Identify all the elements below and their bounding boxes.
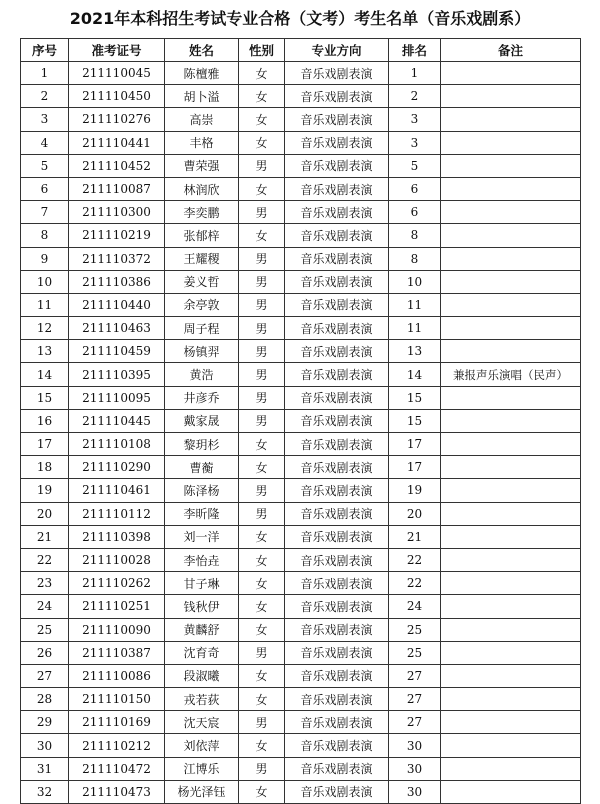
major-cell: 音乐戏剧表演 — [285, 270, 389, 293]
remarks-cell — [441, 108, 581, 131]
exam-id-cell: 211110473 — [69, 780, 165, 803]
index-cell: 12 — [21, 317, 69, 340]
table-row — [21, 62, 581, 85]
table-row — [21, 177, 581, 200]
rank-cell: 27 — [389, 711, 441, 734]
rank-cell: 20 — [389, 502, 441, 525]
gender-cell: 女 — [239, 548, 285, 571]
gender-cell: 男 — [239, 409, 285, 432]
remarks-cell — [441, 62, 581, 85]
remarks-cell — [441, 247, 581, 270]
major-cell: 音乐戏剧表演 — [285, 479, 389, 502]
rank-cell: 15 — [389, 409, 441, 432]
major-cell: 音乐戏剧表演 — [285, 456, 389, 479]
rank-cell: 6 — [389, 201, 441, 224]
exam-id-cell: 211110086 — [69, 664, 165, 687]
gender-cell: 男 — [239, 386, 285, 409]
gender-cell: 女 — [239, 177, 285, 200]
gender-cell: 女 — [239, 595, 285, 618]
index-cell: 15 — [21, 386, 69, 409]
remarks-cell — [441, 548, 581, 571]
rank-cell: 13 — [389, 340, 441, 363]
rank-cell: 1 — [389, 62, 441, 85]
major-cell: 音乐戏剧表演 — [285, 548, 389, 571]
remarks-cell — [441, 177, 581, 200]
index-cell: 25 — [21, 618, 69, 641]
index-cell: 9 — [21, 247, 69, 270]
table-row — [21, 595, 581, 618]
gender-cell: 女 — [239, 131, 285, 154]
exam-id-cell: 211110440 — [69, 293, 165, 316]
gender-cell: 女 — [239, 734, 285, 757]
major-cell: 音乐戏剧表演 — [285, 572, 389, 595]
remarks-cell — [441, 479, 581, 502]
remarks-cell — [441, 201, 581, 224]
exam-id-cell: 211110441 — [69, 131, 165, 154]
exam-id-cell: 211110300 — [69, 201, 165, 224]
index-cell: 10 — [21, 270, 69, 293]
name-cell: 陈泽杨 — [165, 479, 239, 502]
table-row — [21, 293, 581, 316]
exam-id-cell: 211110461 — [69, 479, 165, 502]
name-cell: 黎玥杉 — [165, 433, 239, 456]
table-row — [21, 502, 581, 525]
header-name: 姓名 — [165, 39, 239, 62]
name-cell: 刘依萍 — [165, 734, 239, 757]
table-row — [21, 525, 581, 548]
index-cell: 18 — [21, 456, 69, 479]
remarks-cell — [441, 386, 581, 409]
exam-id-cell: 211110372 — [69, 247, 165, 270]
remarks-cell — [441, 641, 581, 664]
exam-id-cell: 211110108 — [69, 433, 165, 456]
table-row — [21, 340, 581, 363]
name-cell: 戴家晟 — [165, 409, 239, 432]
major-cell: 音乐戏剧表演 — [285, 386, 389, 409]
remarks-cell — [441, 154, 581, 177]
index-cell: 29 — [21, 711, 69, 734]
index-cell: 30 — [21, 734, 69, 757]
remarks-cell — [441, 688, 581, 711]
index-cell: 20 — [21, 502, 69, 525]
exam-id-cell: 211110452 — [69, 154, 165, 177]
gender-cell: 男 — [239, 317, 285, 340]
table-row — [21, 664, 581, 687]
rank-cell: 11 — [389, 293, 441, 316]
name-cell: 井彦乔 — [165, 386, 239, 409]
header-rank: 排名 — [389, 39, 441, 62]
major-cell: 音乐戏剧表演 — [285, 433, 389, 456]
exam-id-cell: 211110398 — [69, 525, 165, 548]
index-cell: 11 — [21, 293, 69, 316]
name-cell: 江博乐 — [165, 757, 239, 780]
header-remarks: 备注 — [441, 39, 581, 62]
name-cell: 戎若荻 — [165, 688, 239, 711]
table-row — [21, 201, 581, 224]
gender-cell: 女 — [239, 456, 285, 479]
remarks-cell: 兼报声乐演唱（民声） — [441, 363, 581, 386]
name-cell: 段淑曦 — [165, 664, 239, 687]
table-row — [21, 131, 581, 154]
major-cell: 音乐戏剧表演 — [285, 85, 389, 108]
remarks-cell — [441, 270, 581, 293]
index-cell: 16 — [21, 409, 69, 432]
rank-cell: 10 — [389, 270, 441, 293]
index-cell: 17 — [21, 433, 69, 456]
table-row — [21, 409, 581, 432]
gender-cell: 女 — [239, 433, 285, 456]
major-cell: 音乐戏剧表演 — [285, 757, 389, 780]
table-row — [21, 757, 581, 780]
gender-cell: 男 — [239, 757, 285, 780]
rank-cell: 2 — [389, 85, 441, 108]
header-gender: 性别 — [239, 39, 285, 62]
gender-cell: 女 — [239, 224, 285, 247]
index-cell: 5 — [21, 154, 69, 177]
remarks-cell — [441, 664, 581, 687]
exam-id-cell: 211110276 — [69, 108, 165, 131]
exam-id-cell: 211110395 — [69, 363, 165, 386]
major-cell: 音乐戏剧表演 — [285, 154, 389, 177]
exam-id-cell: 211110463 — [69, 317, 165, 340]
rank-cell: 19 — [389, 479, 441, 502]
remarks-cell — [441, 757, 581, 780]
gender-cell: 女 — [239, 688, 285, 711]
index-cell: 14 — [21, 363, 69, 386]
name-cell: 黄麟舒 — [165, 618, 239, 641]
remarks-cell — [441, 456, 581, 479]
rank-cell: 8 — [389, 247, 441, 270]
index-cell: 19 — [21, 479, 69, 502]
name-cell: 周子程 — [165, 317, 239, 340]
table-row — [21, 572, 581, 595]
index-cell: 22 — [21, 548, 69, 571]
gender-cell: 男 — [239, 201, 285, 224]
gender-cell: 女 — [239, 780, 285, 803]
table-row — [21, 711, 581, 734]
rank-cell: 22 — [389, 548, 441, 571]
index-cell: 31 — [21, 757, 69, 780]
table-row — [21, 270, 581, 293]
gender-cell: 男 — [239, 711, 285, 734]
index-cell: 4 — [21, 131, 69, 154]
remarks-cell — [441, 734, 581, 757]
remarks-cell — [441, 409, 581, 432]
table-row — [21, 548, 581, 571]
major-cell: 音乐戏剧表演 — [285, 177, 389, 200]
table-row — [21, 433, 581, 456]
index-cell: 6 — [21, 177, 69, 200]
rank-cell: 30 — [389, 734, 441, 757]
rank-cell: 24 — [389, 595, 441, 618]
rank-cell: 25 — [389, 641, 441, 664]
exam-id-cell: 211110112 — [69, 502, 165, 525]
exam-id-cell: 211110387 — [69, 641, 165, 664]
remarks-cell — [441, 224, 581, 247]
rank-cell: 27 — [389, 688, 441, 711]
table-row — [21, 688, 581, 711]
table-row — [21, 317, 581, 340]
major-cell: 音乐戏剧表演 — [285, 340, 389, 363]
gender-cell: 男 — [239, 363, 285, 386]
table-row — [21, 224, 581, 247]
remarks-cell — [441, 433, 581, 456]
gender-cell: 女 — [239, 618, 285, 641]
index-cell: 7 — [21, 201, 69, 224]
exam-id-cell: 211110045 — [69, 62, 165, 85]
major-cell: 音乐戏剧表演 — [285, 734, 389, 757]
major-cell: 音乐戏剧表演 — [285, 131, 389, 154]
major-cell: 音乐戏剧表演 — [285, 108, 389, 131]
name-cell: 王耀稷 — [165, 247, 239, 270]
major-cell: 音乐戏剧表演 — [285, 641, 389, 664]
major-cell: 音乐戏剧表演 — [285, 363, 389, 386]
name-cell: 黄浩 — [165, 363, 239, 386]
major-cell: 音乐戏剧表演 — [285, 502, 389, 525]
rank-cell: 14 — [389, 363, 441, 386]
table-row — [21, 85, 581, 108]
exam-id-cell: 211110212 — [69, 734, 165, 757]
major-cell: 音乐戏剧表演 — [285, 409, 389, 432]
name-cell: 余亭敦 — [165, 293, 239, 316]
remarks-cell — [441, 711, 581, 734]
rank-cell: 5 — [389, 154, 441, 177]
rank-cell: 25 — [389, 618, 441, 641]
rank-cell: 27 — [389, 664, 441, 687]
rank-cell: 17 — [389, 456, 441, 479]
exam-id-cell: 211110290 — [69, 456, 165, 479]
table-row — [21, 154, 581, 177]
table-row — [21, 641, 581, 664]
name-cell: 沈育奇 — [165, 641, 239, 664]
major-cell: 音乐戏剧表演 — [285, 293, 389, 316]
page-title: 2021年本科招生考试专业合格（文考）考生名单（音乐戏剧系） — [69, 9, 531, 28]
name-cell: 杨镇羿 — [165, 340, 239, 363]
index-cell: 3 — [21, 108, 69, 131]
table-row — [21, 363, 581, 386]
rank-cell: 3 — [389, 108, 441, 131]
gender-cell: 女 — [239, 525, 285, 548]
table-row — [21, 456, 581, 479]
header-exam-id: 准考证号 — [69, 39, 165, 62]
gender-cell: 女 — [239, 85, 285, 108]
table-row — [21, 386, 581, 409]
name-cell: 陈檀雅 — [165, 62, 239, 85]
exam-id-cell: 211110472 — [69, 757, 165, 780]
rank-cell: 30 — [389, 757, 441, 780]
index-cell: 21 — [21, 525, 69, 548]
remarks-cell — [441, 85, 581, 108]
gender-cell: 女 — [239, 664, 285, 687]
exam-id-cell: 211110095 — [69, 386, 165, 409]
rank-cell: 22 — [389, 572, 441, 595]
index-cell: 24 — [21, 595, 69, 618]
name-cell: 刘一洋 — [165, 525, 239, 548]
rank-cell: 21 — [389, 525, 441, 548]
header-index: 序号 — [21, 39, 69, 62]
table-row — [21, 479, 581, 502]
remarks-cell — [441, 618, 581, 641]
major-cell: 音乐戏剧表演 — [285, 664, 389, 687]
index-cell: 27 — [21, 664, 69, 687]
remarks-cell — [441, 317, 581, 340]
major-cell: 音乐戏剧表演 — [285, 525, 389, 548]
candidate-table — [20, 38, 581, 804]
rank-cell: 11 — [389, 317, 441, 340]
gender-cell: 男 — [239, 641, 285, 664]
name-cell: 李怡垚 — [165, 548, 239, 571]
gender-cell: 女 — [239, 108, 285, 131]
name-cell: 姜义哲 — [165, 270, 239, 293]
remarks-cell — [441, 572, 581, 595]
exam-id-cell: 211110028 — [69, 548, 165, 571]
major-cell: 音乐戏剧表演 — [285, 688, 389, 711]
table-row — [21, 618, 581, 641]
gender-cell: 男 — [239, 154, 285, 177]
table-row — [21, 247, 581, 270]
exam-id-cell: 211110251 — [69, 595, 165, 618]
table-row — [21, 108, 581, 131]
index-cell: 13 — [21, 340, 69, 363]
exam-id-cell: 211110262 — [69, 572, 165, 595]
name-cell: 李奕鹏 — [165, 201, 239, 224]
rank-cell: 17 — [389, 433, 441, 456]
name-cell: 钱秋伊 — [165, 595, 239, 618]
major-cell: 音乐戏剧表演 — [285, 595, 389, 618]
major-cell: 音乐戏剧表演 — [285, 224, 389, 247]
gender-cell: 女 — [239, 62, 285, 85]
gender-cell: 男 — [239, 340, 285, 363]
exam-id-cell: 211110150 — [69, 688, 165, 711]
exam-id-cell: 211110450 — [69, 85, 165, 108]
gender-cell: 男 — [239, 293, 285, 316]
exam-id-cell: 211110090 — [69, 618, 165, 641]
name-cell: 杨光泽钰 — [165, 780, 239, 803]
name-cell: 胡卜溢 — [165, 85, 239, 108]
major-cell: 音乐戏剧表演 — [285, 201, 389, 224]
exam-id-cell: 211110169 — [69, 711, 165, 734]
gender-cell: 女 — [239, 572, 285, 595]
exam-id-cell: 211110219 — [69, 224, 165, 247]
exam-id-cell: 211110087 — [69, 177, 165, 200]
major-cell: 音乐戏剧表演 — [285, 317, 389, 340]
gender-cell: 男 — [239, 479, 285, 502]
rank-cell: 6 — [389, 177, 441, 200]
name-cell: 高崇 — [165, 108, 239, 131]
gender-cell: 男 — [239, 502, 285, 525]
remarks-cell — [441, 595, 581, 618]
remarks-cell — [441, 131, 581, 154]
name-cell: 张郁梓 — [165, 224, 239, 247]
exam-id-cell: 211110386 — [69, 270, 165, 293]
index-cell: 32 — [21, 780, 69, 803]
rank-cell: 30 — [389, 780, 441, 803]
major-cell: 音乐戏剧表演 — [285, 780, 389, 803]
index-cell: 2 — [21, 85, 69, 108]
name-cell: 李昕隆 — [165, 502, 239, 525]
name-cell: 曹蘅 — [165, 456, 239, 479]
table-header-row — [21, 39, 581, 62]
major-cell: 音乐戏剧表演 — [285, 247, 389, 270]
gender-cell: 男 — [239, 270, 285, 293]
index-cell: 26 — [21, 641, 69, 664]
name-cell: 林润欣 — [165, 177, 239, 200]
header-major: 专业方向 — [285, 39, 389, 62]
rank-cell: 15 — [389, 386, 441, 409]
gender-cell: 男 — [239, 247, 285, 270]
rank-cell: 8 — [389, 224, 441, 247]
major-cell: 音乐戏剧表演 — [285, 618, 389, 641]
name-cell: 丰格 — [165, 131, 239, 154]
major-cell: 音乐戏剧表演 — [285, 62, 389, 85]
exam-id-cell: 211110445 — [69, 409, 165, 432]
name-cell: 曹荣强 — [165, 154, 239, 177]
rank-cell: 3 — [389, 131, 441, 154]
index-cell: 23 — [21, 572, 69, 595]
name-cell: 沈天宸 — [165, 711, 239, 734]
remarks-cell — [441, 293, 581, 316]
table-row — [21, 734, 581, 757]
major-cell: 音乐戏剧表演 — [285, 711, 389, 734]
name-cell: 甘子琳 — [165, 572, 239, 595]
remarks-cell — [441, 340, 581, 363]
index-cell: 1 — [21, 62, 69, 85]
remarks-cell — [441, 525, 581, 548]
exam-id-cell: 211110459 — [69, 340, 165, 363]
remarks-cell — [441, 502, 581, 525]
index-cell: 28 — [21, 688, 69, 711]
index-cell: 8 — [21, 224, 69, 247]
